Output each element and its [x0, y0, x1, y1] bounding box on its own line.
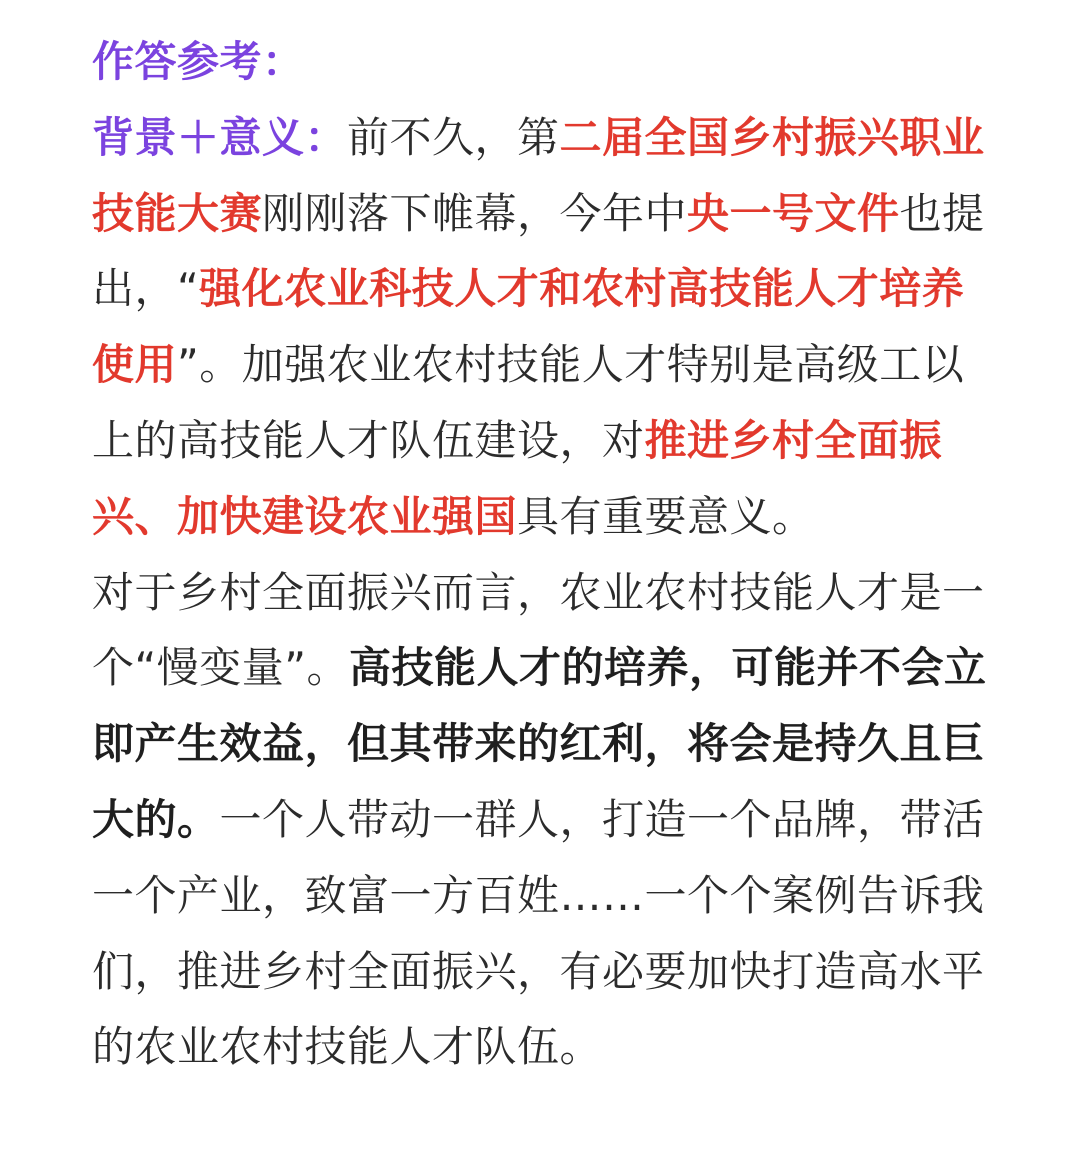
paragraph1-text-5: 具有重要意义。	[517, 491, 815, 541]
rural-talent-paragraph	[92, 555, 992, 1086]
competition-highlight: 二届全国乡村振兴职业技能大赛	[92, 112, 985, 238]
paragraph2-text-2: 一个人带动一群人，打造一个品牌，带活一个产业，致富一方百姓……一个个案例告诉我们，推进乡村全面振兴，有必要加快打造高水平的农业农村技能人才队伍。	[92, 794, 985, 1072]
background-significance-label: 背景＋意义：	[92, 112, 348, 162]
paragraph2-text-1: 对于乡村全面振兴而言，农业农村技能人才是一个“慢变量”。	[92, 567, 985, 693]
reference-heading: 作答参考：	[92, 37, 305, 86]
talent-benefit-emphasis: 高技能人才的培养，可能并不会立即产生效益，但其带来的红利，将会是持久且巨大的。	[92, 643, 987, 844]
paragraph1-text-4: ”。加强农业农村技能人才特别是高级工以上的高技能人才队伍建设，对	[92, 340, 965, 465]
central-document-highlight: 央一号文件	[687, 188, 900, 238]
background-significance-paragraph	[92, 100, 992, 555]
answer-reference-document	[92, 24, 992, 1085]
paragraph1-text-3: 也提出，“	[92, 188, 985, 314]
page-title	[92, 24, 992, 100]
talent-training-highlight: 强化农业科技人才和农村高技能人才培养使用	[92, 264, 965, 390]
rural-revitalization-highlight: 推进乡村全面振兴、加快建设农业强国	[92, 415, 943, 541]
paragraph1-text-1: 前不久，第	[347, 112, 560, 162]
paragraph1-text-2: 刚刚落下帷幕，今年中	[262, 188, 688, 238]
